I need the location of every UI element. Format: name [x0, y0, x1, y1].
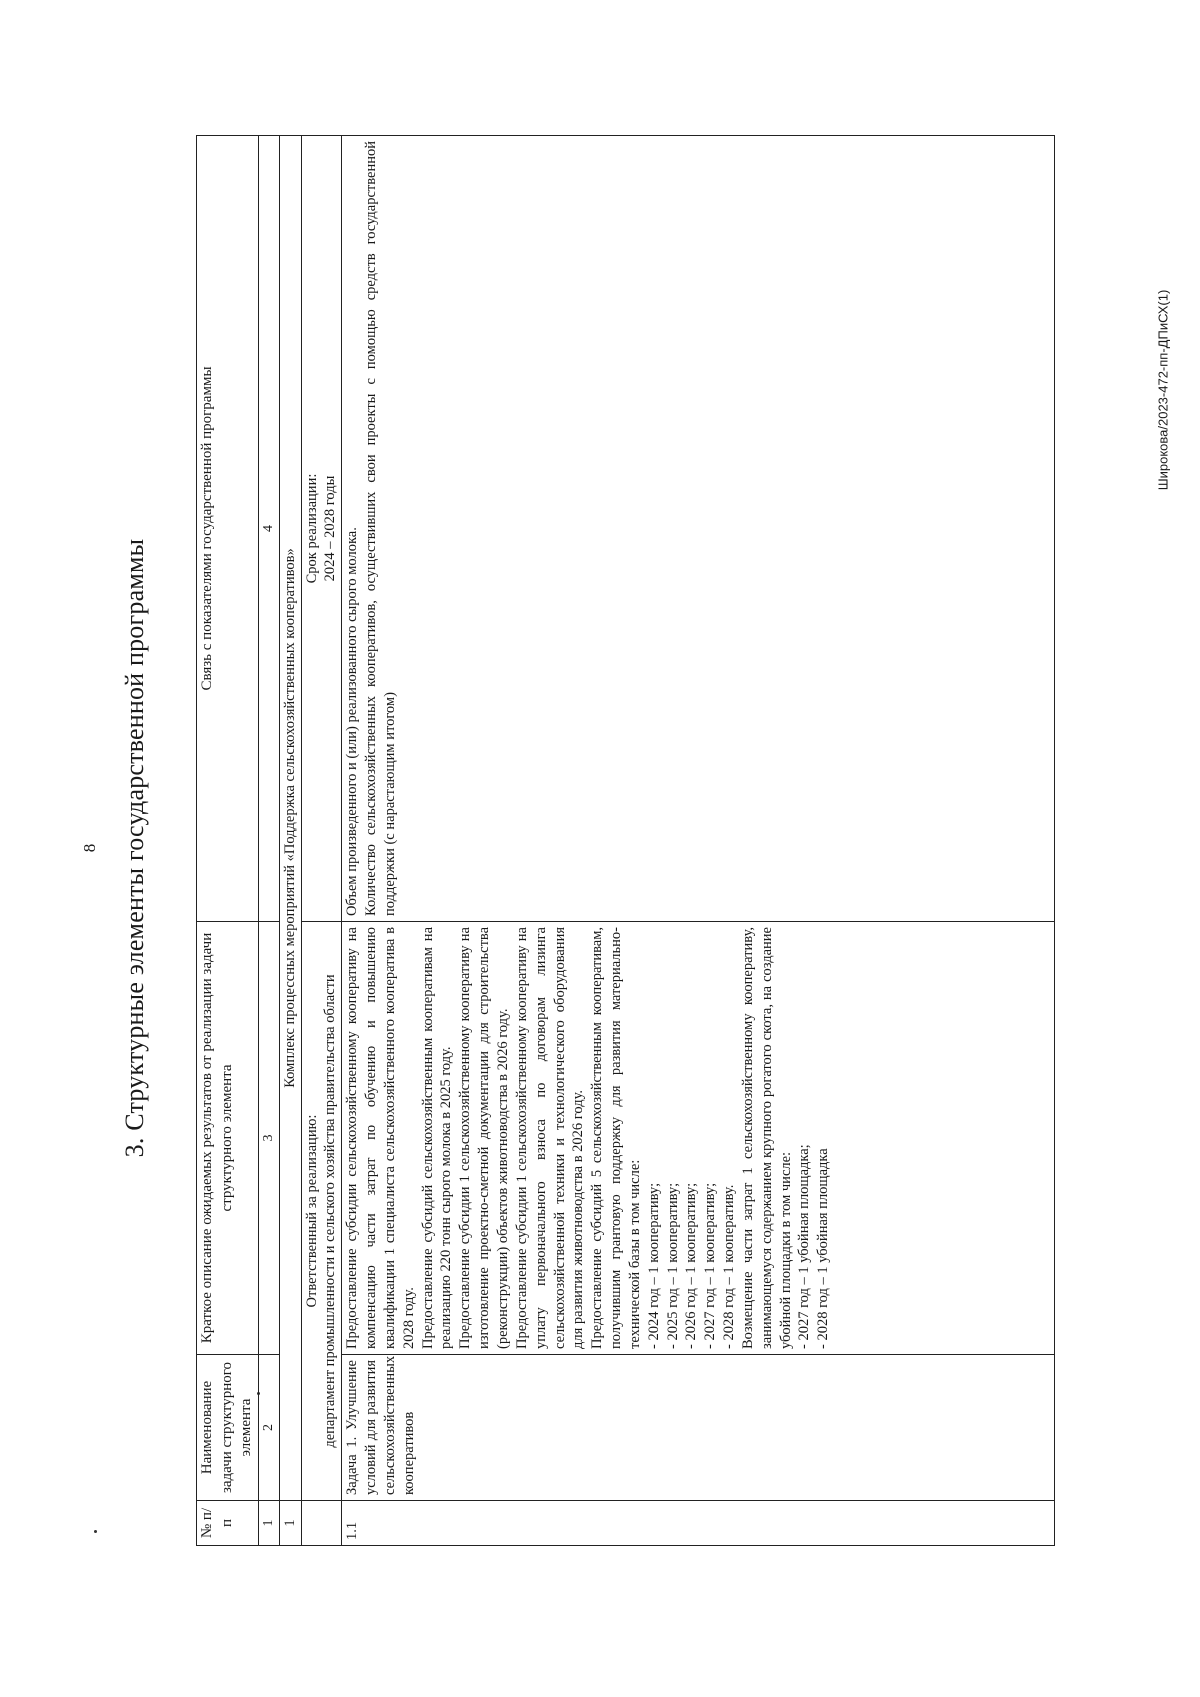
header-indicators: Связь с показателями государственной программы [197, 136, 259, 922]
description-list-item: - 2024 год – 1 кооперативу; [645, 1182, 662, 1349]
col-number: 3 [258, 922, 279, 1355]
header-task: Наименование задачи структурного элемента [197, 1355, 259, 1501]
term-cell [301, 136, 342, 922]
task-name: Задача 1. Улучшение условий для развития сельскохозяйственных кооперативов [342, 1355, 1055, 1501]
description-list-item: - 2026 год – 1 кооперативу; [683, 1182, 700, 1349]
scan-speck [94, 1530, 97, 1533]
responsible-label: Ответственный за реализацию: [303, 1114, 320, 1308]
description-item: Предоставление субсидий сельскохозяйственным кооперативам на реализацию 220 тонн сырого молока в 2025 году. [419, 927, 455, 1349]
header-row [197, 136, 259, 1546]
description-list-item: - 2025 год – 1 кооперативу; [664, 1182, 681, 1349]
indicator-item: Количество сельскохозяйственных кооперативов, осуществивших свои проекты с помощью средств государственной поддержки (с нарастающим итогом) [363, 141, 398, 916]
term-value: 2024 – 2028 годы [322, 475, 339, 582]
header-description: Краткое описание ожидаемых результатов от реализации задачи структурного элемента [197, 922, 259, 1355]
task-indicators [342, 136, 1055, 922]
section-title: 3. Структурные элементы государственной программы [120, 538, 149, 1158]
page-number: 8 [80, 843, 99, 853]
description-item: Предоставление субсидии сельскохозяйственному кооперативу на компенсацию части затрат по обучению и повышению квалификации 1 специалиста сельскохозяйственного кооператива в 2028 году. [344, 927, 417, 1349]
description-list-item: - 2028 год – 1 кооперативу. [721, 1184, 738, 1349]
col-number: 2 [258, 1355, 279, 1501]
task-row [342, 136, 1055, 1546]
col-number: 4 [258, 136, 279, 922]
document-id: Широкова/2023-472-пп-ДПиСХ(1) [1155, 289, 1171, 491]
task-row-num: 1.1 [342, 1501, 1055, 1546]
rotated-page-content [100, 128, 1100, 1568]
description-item: Предоставление субсидии 1 сельскохозяйственному кооперативу на уплату первоначального взноса по договорам лизинга сельскохозяйственной техники и технологического оборудования для развития животноводства в 2026 году. [513, 927, 587, 1349]
header-num: № п/п [197, 1501, 259, 1546]
complex-row [279, 136, 301, 1546]
structural-elements-table [196, 135, 1055, 1546]
description-list-item: - 2027 год – 1 убойная площадка; [796, 1144, 813, 1349]
description-item: Возмещение части затрат 1 сельскохозяйственному кооперативу, занимающемуся содержанием крупного рогатого скота, на создание убойной площадки в том числе: [739, 927, 794, 1349]
description-list-item: - 2027 год – 1 кооперативу; [702, 1182, 719, 1349]
responsible-cell [301, 922, 342, 1501]
term-label: Срок реализации: [303, 473, 320, 584]
column-numbers-row [258, 136, 279, 1546]
responsible-department: департамент промышленности и сельского хозяйства правительства области [322, 974, 339, 1448]
description-item: Предоставление субсидий 5 сельскохозяйственным кооперативам, получившим грантовую поддержку для развития материально-технической базы в том числе: [589, 927, 643, 1349]
task-description [342, 922, 1055, 1355]
indicator-item: Объем произведенного и (или) реализованного сырого молока. [344, 527, 361, 916]
description-list-item: - 2028 год – 1 убойная площадка [815, 1148, 832, 1349]
complex-row-title: Комплекс процессных мероприятий «Поддержка сельскохозяйственных кооперативов» [279, 136, 301, 1501]
complex-row-num: 1 [279, 1501, 301, 1546]
responsible-row [301, 136, 342, 1546]
description-item: Предоставление субсидии 1 сельскохозяйственному кооперативу на изготовление проектно-сметной документации для строительства (реконструкции) объектов животноводства в 2026 году. [457, 927, 511, 1349]
col-number: 1 [258, 1501, 279, 1546]
